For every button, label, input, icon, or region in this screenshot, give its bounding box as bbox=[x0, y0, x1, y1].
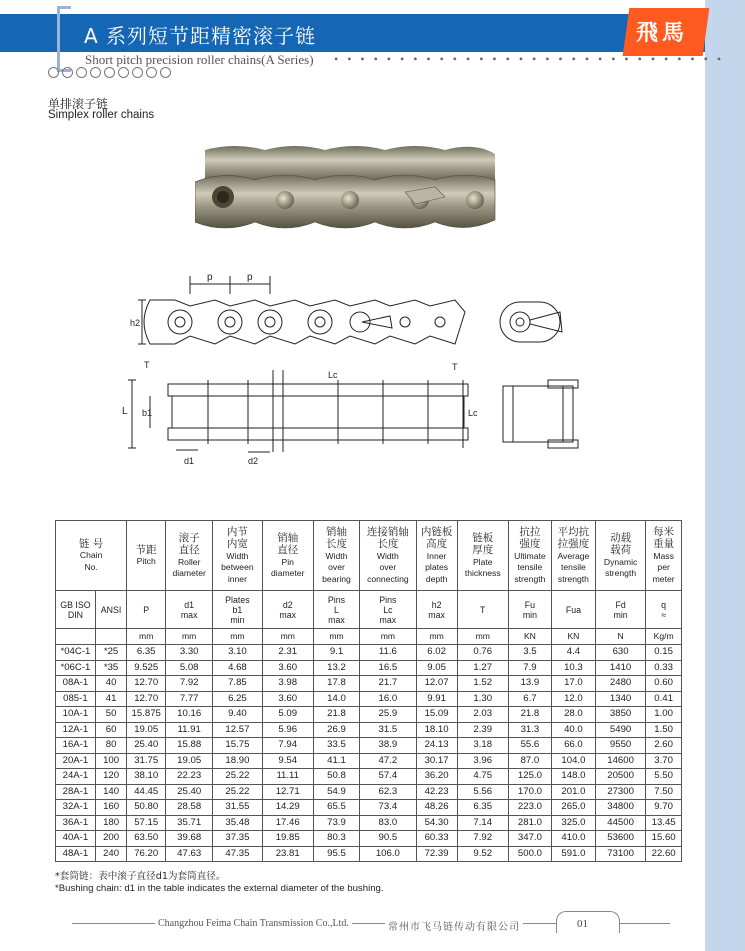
d1-label: d1 bbox=[184, 456, 195, 466]
table-cell: 5.08 bbox=[166, 660, 213, 676]
note-cn: *套筒链：表中滚子直径d1为套筒直径。 bbox=[55, 871, 226, 882]
table-cell: 0.33 bbox=[646, 660, 682, 676]
table-cell: 1.52 bbox=[457, 676, 508, 692]
table-cell: 4.75 bbox=[457, 769, 508, 785]
table-cell: 0.15 bbox=[646, 645, 682, 661]
table-cell: 50 bbox=[95, 707, 126, 723]
table-cell: 15.75 bbox=[213, 738, 262, 754]
table-cell: *04C-1 bbox=[56, 645, 96, 661]
table-cell: 39.68 bbox=[166, 831, 213, 847]
table-cell: 13.45 bbox=[646, 815, 682, 831]
table-cell: 12.57 bbox=[213, 722, 262, 738]
pitch-label-2: p bbox=[247, 272, 253, 283]
table-cell: 2.03 bbox=[457, 707, 508, 723]
unit-cell: mm bbox=[166, 629, 213, 645]
header-mass-per-meter: 每米 重量 Mass per meter bbox=[646, 521, 682, 591]
symbol-cell: ANSI bbox=[95, 591, 126, 629]
table-cell: 5490 bbox=[595, 722, 645, 738]
table-cell: 3.70 bbox=[646, 753, 682, 769]
table-cell: 21.8 bbox=[508, 707, 551, 723]
section-title-en: Simplex roller chains bbox=[48, 109, 155, 121]
header-plate-thickness: 链板 厚度 Plate thickness bbox=[457, 521, 508, 591]
table-cell: 12.71 bbox=[262, 784, 313, 800]
table-cell: 3.10 bbox=[213, 645, 262, 661]
table-row bbox=[56, 784, 682, 800]
table-cell: 16.5 bbox=[360, 660, 417, 676]
table-cell: 9.54 bbox=[262, 753, 313, 769]
table-cell: 11.11 bbox=[262, 769, 313, 785]
table-cell: 125.0 bbox=[508, 769, 551, 785]
unit-cell: KN bbox=[508, 629, 551, 645]
table-cell: 6.35 bbox=[127, 645, 166, 661]
table-cell: 21.7 bbox=[360, 676, 417, 692]
table-cell: 325.0 bbox=[551, 815, 595, 831]
table-cell: *35 bbox=[95, 660, 126, 676]
table-cell: 30.17 bbox=[416, 753, 457, 769]
header-dynamic-strength: 动载 载荷 Dynamic strength bbox=[595, 521, 645, 591]
table-cell: 35.71 bbox=[166, 815, 213, 831]
table-cell: 12.0 bbox=[551, 691, 595, 707]
header-bracket bbox=[57, 6, 71, 72]
unit-cell: N bbox=[595, 629, 645, 645]
unit-cell bbox=[95, 629, 126, 645]
table-cell: 0.76 bbox=[457, 645, 508, 661]
table-cell: 80 bbox=[95, 738, 126, 754]
table-cell: 104.0 bbox=[551, 753, 595, 769]
symbol-cell: Pins Lc max bbox=[360, 591, 417, 629]
symbol-cell: Fu min bbox=[508, 591, 551, 629]
table-cell: 48.26 bbox=[416, 800, 457, 816]
table-cell: 36.20 bbox=[416, 769, 457, 785]
table-cell: 100 bbox=[95, 753, 126, 769]
table-cell: 265.0 bbox=[551, 800, 595, 816]
table-row bbox=[56, 831, 682, 847]
table-cell: 7.9 bbox=[508, 660, 551, 676]
table-cell: 80.3 bbox=[313, 831, 359, 847]
d2-label: d2 bbox=[248, 456, 259, 466]
table-cell: 500.0 bbox=[508, 846, 551, 862]
table-row bbox=[56, 815, 682, 831]
chain-photo bbox=[195, 142, 505, 242]
table-cell: 3.5 bbox=[508, 645, 551, 661]
table-cell: 3.60 bbox=[262, 660, 313, 676]
table-cell: 7.14 bbox=[457, 815, 508, 831]
table-cell: 26.9 bbox=[313, 722, 359, 738]
table-cell: 591.0 bbox=[551, 846, 595, 862]
table-cell: 12.07 bbox=[416, 676, 457, 692]
table-cell: 120 bbox=[95, 769, 126, 785]
table-cell: 95.5 bbox=[313, 846, 359, 862]
table-cell: 15.60 bbox=[646, 831, 682, 847]
table-cell: 140 bbox=[95, 784, 126, 800]
table-cell: 53600 bbox=[595, 831, 645, 847]
page-number-tab bbox=[556, 911, 620, 933]
table-row bbox=[56, 769, 682, 785]
table-cell: 31.3 bbox=[508, 722, 551, 738]
table-cell: 42.23 bbox=[416, 784, 457, 800]
table-cell: 35.48 bbox=[213, 815, 262, 831]
table-cell: 90.5 bbox=[360, 831, 417, 847]
table-cell: 4.4 bbox=[551, 645, 595, 661]
table-cell: 27300 bbox=[595, 784, 645, 800]
table-cell: 22.23 bbox=[166, 769, 213, 785]
symbol-cell: P bbox=[127, 591, 166, 629]
table-cell: 72.39 bbox=[416, 846, 457, 862]
table-cell: 76.20 bbox=[127, 846, 166, 862]
table-cell: 24.13 bbox=[416, 738, 457, 754]
table-cell: 33.5 bbox=[313, 738, 359, 754]
header-average-tensile-strength: 平均抗 拉强度 Average tensile strength bbox=[551, 521, 595, 591]
table-cell: 25.40 bbox=[166, 784, 213, 800]
header-width-over-bearing: 销轴 长度 Width over bearing bbox=[313, 521, 359, 591]
table-cell: 40.0 bbox=[551, 722, 595, 738]
table-cell: 20A-1 bbox=[56, 753, 96, 769]
table-cell: 16A-1 bbox=[56, 738, 96, 754]
table-cell: 28A-1 bbox=[56, 784, 96, 800]
table-cell: 20500 bbox=[595, 769, 645, 785]
section-title-cn: 单排滚子链 bbox=[48, 97, 109, 111]
header-width-over-connecting: 连接销轴 长度 Width over connecting bbox=[360, 521, 417, 591]
l-label: L bbox=[122, 406, 128, 417]
table-cell: 48A-1 bbox=[56, 846, 96, 862]
symbol-cell: h2 max bbox=[416, 591, 457, 629]
table-cell: 2.31 bbox=[262, 645, 313, 661]
table-cell: 223.0 bbox=[508, 800, 551, 816]
table-cell: 32A-1 bbox=[56, 800, 96, 816]
table-cell: 13.9 bbox=[508, 676, 551, 692]
table-cell: 347.0 bbox=[508, 831, 551, 847]
table-cell: 2.60 bbox=[646, 738, 682, 754]
table-cell: 18.10 bbox=[416, 722, 457, 738]
table-cell: 12.70 bbox=[127, 676, 166, 692]
unit-cell: mm bbox=[262, 629, 313, 645]
table-cell: 9.40 bbox=[213, 707, 262, 723]
table-symbols-row bbox=[56, 591, 682, 629]
table-cell: 9.70 bbox=[646, 800, 682, 816]
table-cell: 7.50 bbox=[646, 784, 682, 800]
table-cell: 12.70 bbox=[127, 691, 166, 707]
table-cell: 7.92 bbox=[166, 676, 213, 692]
table-cell: 36A-1 bbox=[56, 815, 96, 831]
table-cell: 7.77 bbox=[166, 691, 213, 707]
table-cell: 1.50 bbox=[646, 722, 682, 738]
table-cell: 5.96 bbox=[262, 722, 313, 738]
table-row bbox=[56, 707, 682, 723]
table-row bbox=[56, 660, 682, 676]
table-cell: 6.7 bbox=[508, 691, 551, 707]
lc-label: Lc bbox=[328, 370, 338, 380]
table-cell: 47.2 bbox=[360, 753, 417, 769]
table-cell: 66.0 bbox=[551, 738, 595, 754]
unit-cell: mm bbox=[127, 629, 166, 645]
unit-cell: mm bbox=[416, 629, 457, 645]
table-cell: 63.50 bbox=[127, 831, 166, 847]
t-label-2: T bbox=[452, 362, 458, 372]
table-cell: 25.22 bbox=[213, 769, 262, 785]
table-cell: 281.0 bbox=[508, 815, 551, 831]
b1-label: b1 bbox=[142, 408, 153, 418]
table-cell: 14.0 bbox=[313, 691, 359, 707]
table-body bbox=[56, 645, 682, 862]
table-cell: 17.8 bbox=[313, 676, 359, 692]
unit-cell: KN bbox=[551, 629, 595, 645]
pitch-label-1: p bbox=[207, 272, 213, 283]
table-cell: 37.35 bbox=[213, 831, 262, 847]
symbol-cell: Fua bbox=[551, 591, 595, 629]
table-cell: 5.50 bbox=[646, 769, 682, 785]
table-cell: 40A-1 bbox=[56, 831, 96, 847]
table-cell: 15.88 bbox=[166, 738, 213, 754]
table-cell: 15.09 bbox=[416, 707, 457, 723]
symbol-cell: T bbox=[457, 591, 508, 629]
table-cell: 11.6 bbox=[360, 645, 417, 661]
table-cell: 2480 bbox=[595, 676, 645, 692]
table-row bbox=[56, 738, 682, 754]
table-cell: 16.0 bbox=[360, 691, 417, 707]
table-cell: 87.0 bbox=[508, 753, 551, 769]
header-width-between-inner: 内节 内宽 Width between inner bbox=[213, 521, 262, 591]
symbol-cell: Fd min bbox=[595, 591, 645, 629]
table-row bbox=[56, 753, 682, 769]
table-cell: 1410 bbox=[595, 660, 645, 676]
table-cell: 240 bbox=[95, 846, 126, 862]
table-cell: 40 bbox=[95, 676, 126, 692]
table-cell: 9.52 bbox=[457, 846, 508, 862]
unit-cell: mm bbox=[313, 629, 359, 645]
footer-company-cn: 常州市飞马链传动有限公司 bbox=[385, 918, 523, 933]
table-cell: 9.525 bbox=[127, 660, 166, 676]
header-chain-no: 链 号 Chain No. bbox=[56, 521, 127, 591]
table-cell: 50.8 bbox=[313, 769, 359, 785]
decorative-circles bbox=[48, 67, 171, 78]
chain-side-view-diagram bbox=[130, 262, 600, 362]
table-cell: 1.30 bbox=[457, 691, 508, 707]
symbol-cell: Pins L max bbox=[313, 591, 359, 629]
table-cell: 5.09 bbox=[262, 707, 313, 723]
spec-table bbox=[55, 520, 682, 862]
table-cell: 50.80 bbox=[127, 800, 166, 816]
table-cell: 1.00 bbox=[646, 707, 682, 723]
table-cell: 60.33 bbox=[416, 831, 457, 847]
table-cell: 0.41 bbox=[646, 691, 682, 707]
table-cell: *06C-1 bbox=[56, 660, 96, 676]
table-cell: 08A-1 bbox=[56, 676, 96, 692]
table-cell: 19.85 bbox=[262, 831, 313, 847]
table-cell: 83.0 bbox=[360, 815, 417, 831]
table-cell: 200 bbox=[95, 831, 126, 847]
table-cell: 14.29 bbox=[262, 800, 313, 816]
table-cell: 630 bbox=[595, 645, 645, 661]
table-cell: 7.92 bbox=[457, 831, 508, 847]
table-cell: 085-1 bbox=[56, 691, 96, 707]
footer-company-en: Changzhou Feima Chain Transmission Co.,Ltd. bbox=[155, 918, 352, 929]
table-cell: 10A-1 bbox=[56, 707, 96, 723]
symbol-cell: Plates b1 min bbox=[213, 591, 262, 629]
table-cell: 57.15 bbox=[127, 815, 166, 831]
table-cell: 10.16 bbox=[166, 707, 213, 723]
table-cell: 9550 bbox=[595, 738, 645, 754]
table-cell: 73.4 bbox=[360, 800, 417, 816]
table-cell: 24A-1 bbox=[56, 769, 96, 785]
table-cell: 1.27 bbox=[457, 660, 508, 676]
page-title: A 系列短节距精密滚子链 bbox=[84, 24, 317, 48]
symbol-cell: q ≈ bbox=[646, 591, 682, 629]
table-cell: 3.30 bbox=[166, 645, 213, 661]
table-cell: 25.9 bbox=[360, 707, 417, 723]
table-header-row bbox=[56, 521, 682, 591]
table-cell: 17.46 bbox=[262, 815, 313, 831]
table-cell: 10.3 bbox=[551, 660, 595, 676]
table-cell: 23.81 bbox=[262, 846, 313, 862]
table-cell: 41 bbox=[95, 691, 126, 707]
symbol-cell: d2 max bbox=[262, 591, 313, 629]
table-cell: 31.55 bbox=[213, 800, 262, 816]
brand-logo-text: 飛馬 bbox=[636, 20, 689, 46]
header-roller-diameter: 滚子 直径 Roller diameter bbox=[166, 521, 213, 591]
table-cell: 7.85 bbox=[213, 676, 262, 692]
table-cell: 18.90 bbox=[213, 753, 262, 769]
table-cell: 28.0 bbox=[551, 707, 595, 723]
table-row bbox=[56, 722, 682, 738]
header-inner-plates-depth: 内链板 高度 Inner plates depth bbox=[416, 521, 457, 591]
table-cell: 25.40 bbox=[127, 738, 166, 754]
unit-cell: mm bbox=[213, 629, 262, 645]
table-cell: 4.68 bbox=[213, 660, 262, 676]
table-row bbox=[56, 846, 682, 862]
table-cell: 19.05 bbox=[166, 753, 213, 769]
lc-label-2: Lc bbox=[468, 408, 478, 418]
table-cell: 38.10 bbox=[127, 769, 166, 785]
unit-cell bbox=[56, 629, 96, 645]
table-cell: 12A-1 bbox=[56, 722, 96, 738]
table-cell: 3.96 bbox=[457, 753, 508, 769]
table-cell: 6.02 bbox=[416, 645, 457, 661]
table-cell: 3850 bbox=[595, 707, 645, 723]
table-cell: 14600 bbox=[595, 753, 645, 769]
table-cell: 15.875 bbox=[127, 707, 166, 723]
subtitle-dots: • • • • • • • • • • • • • • • • • • • • • • • • • • • • • • bbox=[334, 52, 725, 66]
table-cell: 65.5 bbox=[313, 800, 359, 816]
table-cell: 13.2 bbox=[313, 660, 359, 676]
page-subtitle: Short pitch precision roller chains(A Series) bbox=[85, 52, 314, 67]
table-cell: 31.5 bbox=[360, 722, 417, 738]
table-cell: 62.3 bbox=[360, 784, 417, 800]
table-cell: 148.0 bbox=[551, 769, 595, 785]
note-en: *Bushing chain: d1 in the table indicates the external diameter of the bushing. bbox=[55, 883, 384, 894]
table-cell: 47.63 bbox=[166, 846, 213, 862]
table-cell: 19.05 bbox=[127, 722, 166, 738]
table-cell: 5.56 bbox=[457, 784, 508, 800]
h2-label: h2 bbox=[130, 318, 141, 328]
table-cell: 6.25 bbox=[213, 691, 262, 707]
table-cell: 21.8 bbox=[313, 707, 359, 723]
table-row bbox=[56, 645, 682, 661]
table-cell: 34800 bbox=[595, 800, 645, 816]
table-cell: 410.0 bbox=[551, 831, 595, 847]
table-cell: 28.58 bbox=[166, 800, 213, 816]
header-pin-diameter: 销轴 直径 Pin diameter bbox=[262, 521, 313, 591]
table-cell: 3.18 bbox=[457, 738, 508, 754]
side-strip bbox=[705, 0, 745, 951]
table-cell: 38.9 bbox=[360, 738, 417, 754]
table-cell: 54.30 bbox=[416, 815, 457, 831]
table-cell: 60 bbox=[95, 722, 126, 738]
table-cell: 160 bbox=[95, 800, 126, 816]
table-cell: 1340 bbox=[595, 691, 645, 707]
symbol-cell: GB ISO DIN bbox=[56, 591, 96, 629]
table-cell: 73100 bbox=[595, 846, 645, 862]
table-units-row bbox=[56, 629, 682, 645]
table-cell: 106.0 bbox=[360, 846, 417, 862]
table-cell: 54.9 bbox=[313, 784, 359, 800]
table-cell: 11.91 bbox=[166, 722, 213, 738]
table-cell: 31.75 bbox=[127, 753, 166, 769]
table-row bbox=[56, 691, 682, 707]
table-cell: 44.45 bbox=[127, 784, 166, 800]
table-cell: 55.6 bbox=[508, 738, 551, 754]
table-cell: 22.60 bbox=[646, 846, 682, 862]
header-ultimate-tensile-strength: 抗拉 强度 Ultimate tensile strength bbox=[508, 521, 551, 591]
table-cell: *25 bbox=[95, 645, 126, 661]
table-cell: 17.0 bbox=[551, 676, 595, 692]
unit-cell: mm bbox=[457, 629, 508, 645]
table-cell: 57.4 bbox=[360, 769, 417, 785]
chain-top-view-diagram bbox=[108, 360, 608, 470]
table-cell: 3.98 bbox=[262, 676, 313, 692]
table-cell: 180 bbox=[95, 815, 126, 831]
table-cell: 25.22 bbox=[213, 784, 262, 800]
table-row bbox=[56, 676, 682, 692]
unit-cell: Kg/m bbox=[646, 629, 682, 645]
table-cell: 201.0 bbox=[551, 784, 595, 800]
table-cell: 9.1 bbox=[313, 645, 359, 661]
table-cell: 9.05 bbox=[416, 660, 457, 676]
table-cell: 0.60 bbox=[646, 676, 682, 692]
table-cell: 9.91 bbox=[416, 691, 457, 707]
t-label: T bbox=[144, 360, 150, 370]
table-cell: 3.60 bbox=[262, 691, 313, 707]
header-pitch: 节距 Pitch bbox=[127, 521, 166, 591]
symbol-cell: d1 max bbox=[166, 591, 213, 629]
table-cell: 44500 bbox=[595, 815, 645, 831]
unit-cell: mm bbox=[360, 629, 417, 645]
table-row bbox=[56, 800, 682, 816]
table-cell: 7.94 bbox=[262, 738, 313, 754]
table-cell: 41.1 bbox=[313, 753, 359, 769]
table-cell: 73.9 bbox=[313, 815, 359, 831]
table-cell: 47.35 bbox=[213, 846, 262, 862]
table-cell: 2.39 bbox=[457, 722, 508, 738]
table-cell: 170.0 bbox=[508, 784, 551, 800]
page-number: 01 bbox=[577, 918, 588, 930]
table-cell: 6.35 bbox=[457, 800, 508, 816]
